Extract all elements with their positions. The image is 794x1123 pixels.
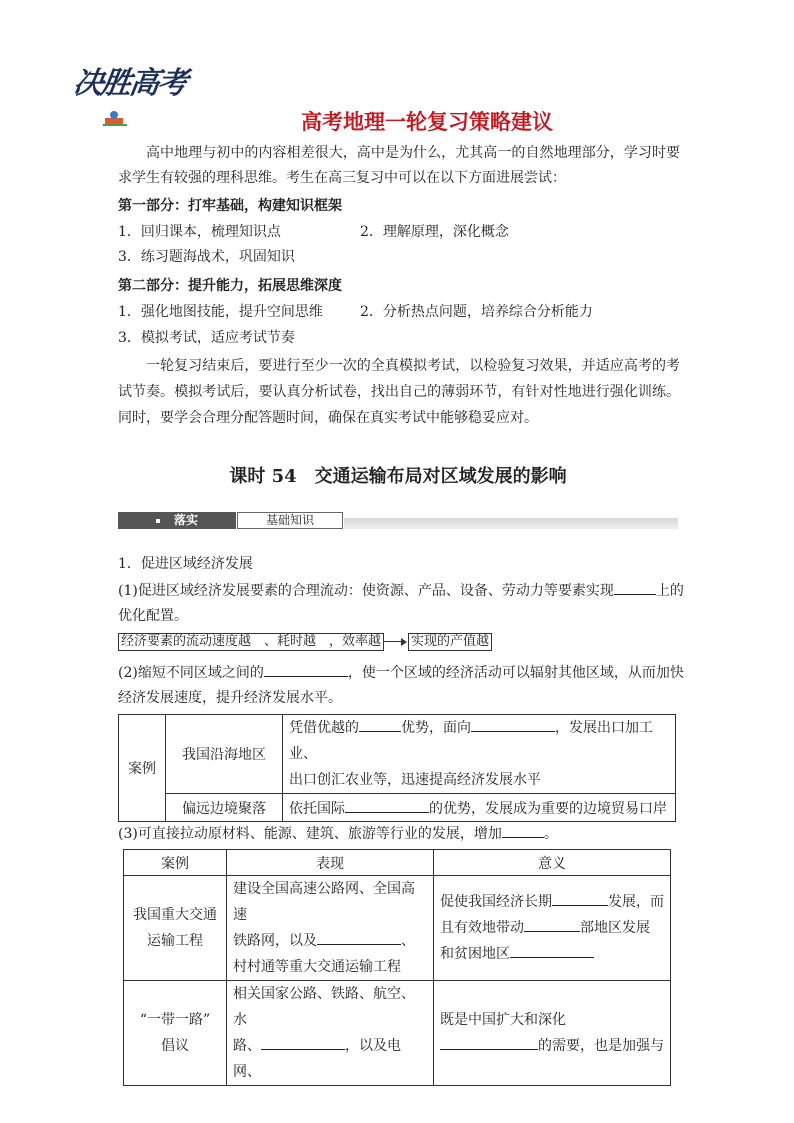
- part1-item-2: 2．理解原理，深化概念: [360, 224, 509, 240]
- square-bullet-icon: [156, 519, 160, 523]
- table2-show-1: 建设全国高速公路网、全国高速 铁路网，以及 、 村村通等重大交通运输工程: [227, 876, 434, 981]
- logo-text: 决胜高考: [71, 66, 188, 101]
- case-table-2: [123, 849, 671, 1086]
- region-coastal: 我国沿海地区: [166, 715, 283, 794]
- fill-blank[interactable]: [524, 917, 580, 932]
- part2-item-1: 1．强化地图技能，提升空间思维: [118, 304, 323, 320]
- section-bar-fill: [344, 518, 678, 529]
- arrow-right-icon: [384, 634, 408, 650]
- table2-header-show: 表现: [227, 850, 434, 876]
- fill-blank[interactable]: [264, 662, 348, 677]
- border-description: 依托国际 的优势，发展成为重要的边境贸易口岸: [283, 794, 676, 822]
- case-label: 案例: [119, 715, 166, 822]
- table2-header-case: 案例: [124, 850, 227, 876]
- coastal-description: 凭借优越的 优势，面向 ，发展出口加工业、 出口创汇农业等，迅速提高经济发展水平: [283, 715, 676, 794]
- table2-meaning-2: 既是中国扩大和深化 的需要，也是加强与: [434, 981, 671, 1086]
- flow-box-2: 实现的产值越: [408, 633, 492, 651]
- fill-blank[interactable]: [471, 717, 555, 732]
- part1-item-3: 3．练习题海战术，巩固知识: [118, 249, 295, 265]
- content-heading: 1．促进区域经济发展: [118, 556, 253, 572]
- case-table-1: [118, 714, 676, 822]
- fill-blank[interactable]: [502, 823, 544, 838]
- fill-blank[interactable]: [510, 943, 594, 958]
- lesson-title: 课时 54 交通运输布局对区域发展的影响: [229, 466, 567, 487]
- table2-case-1: 我国重大交通 运输工程: [124, 876, 227, 981]
- table2-meaning-1: 促使我国经济长期 发展，而 且有效地带动 部地区发展 和贫困地区: [434, 876, 671, 981]
- region-border: 偏远边境聚落: [166, 794, 283, 822]
- page-title: 高考地理一轮复习策略建议: [301, 110, 553, 134]
- content-p3: (3)可直接拉动原材料、能源、建筑、旅游等行业的发展，增加 。: [118, 823, 558, 844]
- fill-blank[interactable]: [261, 1035, 345, 1050]
- table2-header-meaning: 意义: [434, 850, 671, 876]
- fill-blank[interactable]: [345, 798, 429, 813]
- fill-blank[interactable]: [614, 580, 656, 595]
- part1-title: 第一部分：打牢基础，构建知识框架: [118, 198, 342, 214]
- content-p2-line2: 经济发展速度，提升经济发展水平。: [118, 690, 342, 706]
- fill-blank[interactable]: [317, 930, 401, 945]
- intro-paragraph: 高中地理与初中的内容相差很大，高中是为什么，尤其高一的自然地理部分，学习时要求学生有较强的理科思维。考生在高三复习中可以在以下方面进展尝试：: [118, 145, 680, 186]
- table2-case-2: “一带一路” 倡议: [124, 981, 227, 1086]
- exam-paragraph: 一轮复习结束后，要进行至少一次的全真模拟考试，以检验复习效果，并适应高考的考试节奏。模拟考试后，要认真分析试卷，找出自己的薄弱环节，有针对性地进行强化训练。同时，要学会合理分配答题时间，确保在真实考试中能够稳妥应对。: [118, 358, 680, 426]
- fill-blank[interactable]: [552, 891, 608, 906]
- part2-title: 第二部分：提升能力，拓展思维深度: [118, 278, 342, 294]
- content-p1-line2: 优化配置。: [118, 608, 188, 624]
- flow-box-1: 经济要素的流动速度越 、耗时越 ，效率越: [118, 633, 384, 651]
- table2-show-2: 相关国家公路、铁路、航空、水 路、 ，以及电网、: [227, 981, 434, 1086]
- fill-blank[interactable]: [440, 1035, 538, 1050]
- part1-item-1: 1．回归课本，梳理知识点: [118, 224, 281, 240]
- section-label: 基础知识: [237, 512, 343, 529]
- part2-item-3: 3．模拟考试，适应考试节奏: [118, 330, 295, 346]
- section-bar: [118, 512, 678, 530]
- content-p2-line1: (2)缩短不同区域之间的 ，使一个区域的经济活动可以辐射其他区域，从而加快: [118, 662, 684, 683]
- fill-blank[interactable]: [359, 717, 401, 732]
- flow-diagram: [118, 633, 492, 651]
- section-tag: 落实: [118, 512, 236, 529]
- content-p1-line1: (1)促进区域经济发展要素的合理流动：使资源、产品、设备、劳动力等要素实现 上的: [118, 580, 684, 601]
- part2-item-2: 2．分析热点问题，培养综合分析能力: [360, 304, 593, 320]
